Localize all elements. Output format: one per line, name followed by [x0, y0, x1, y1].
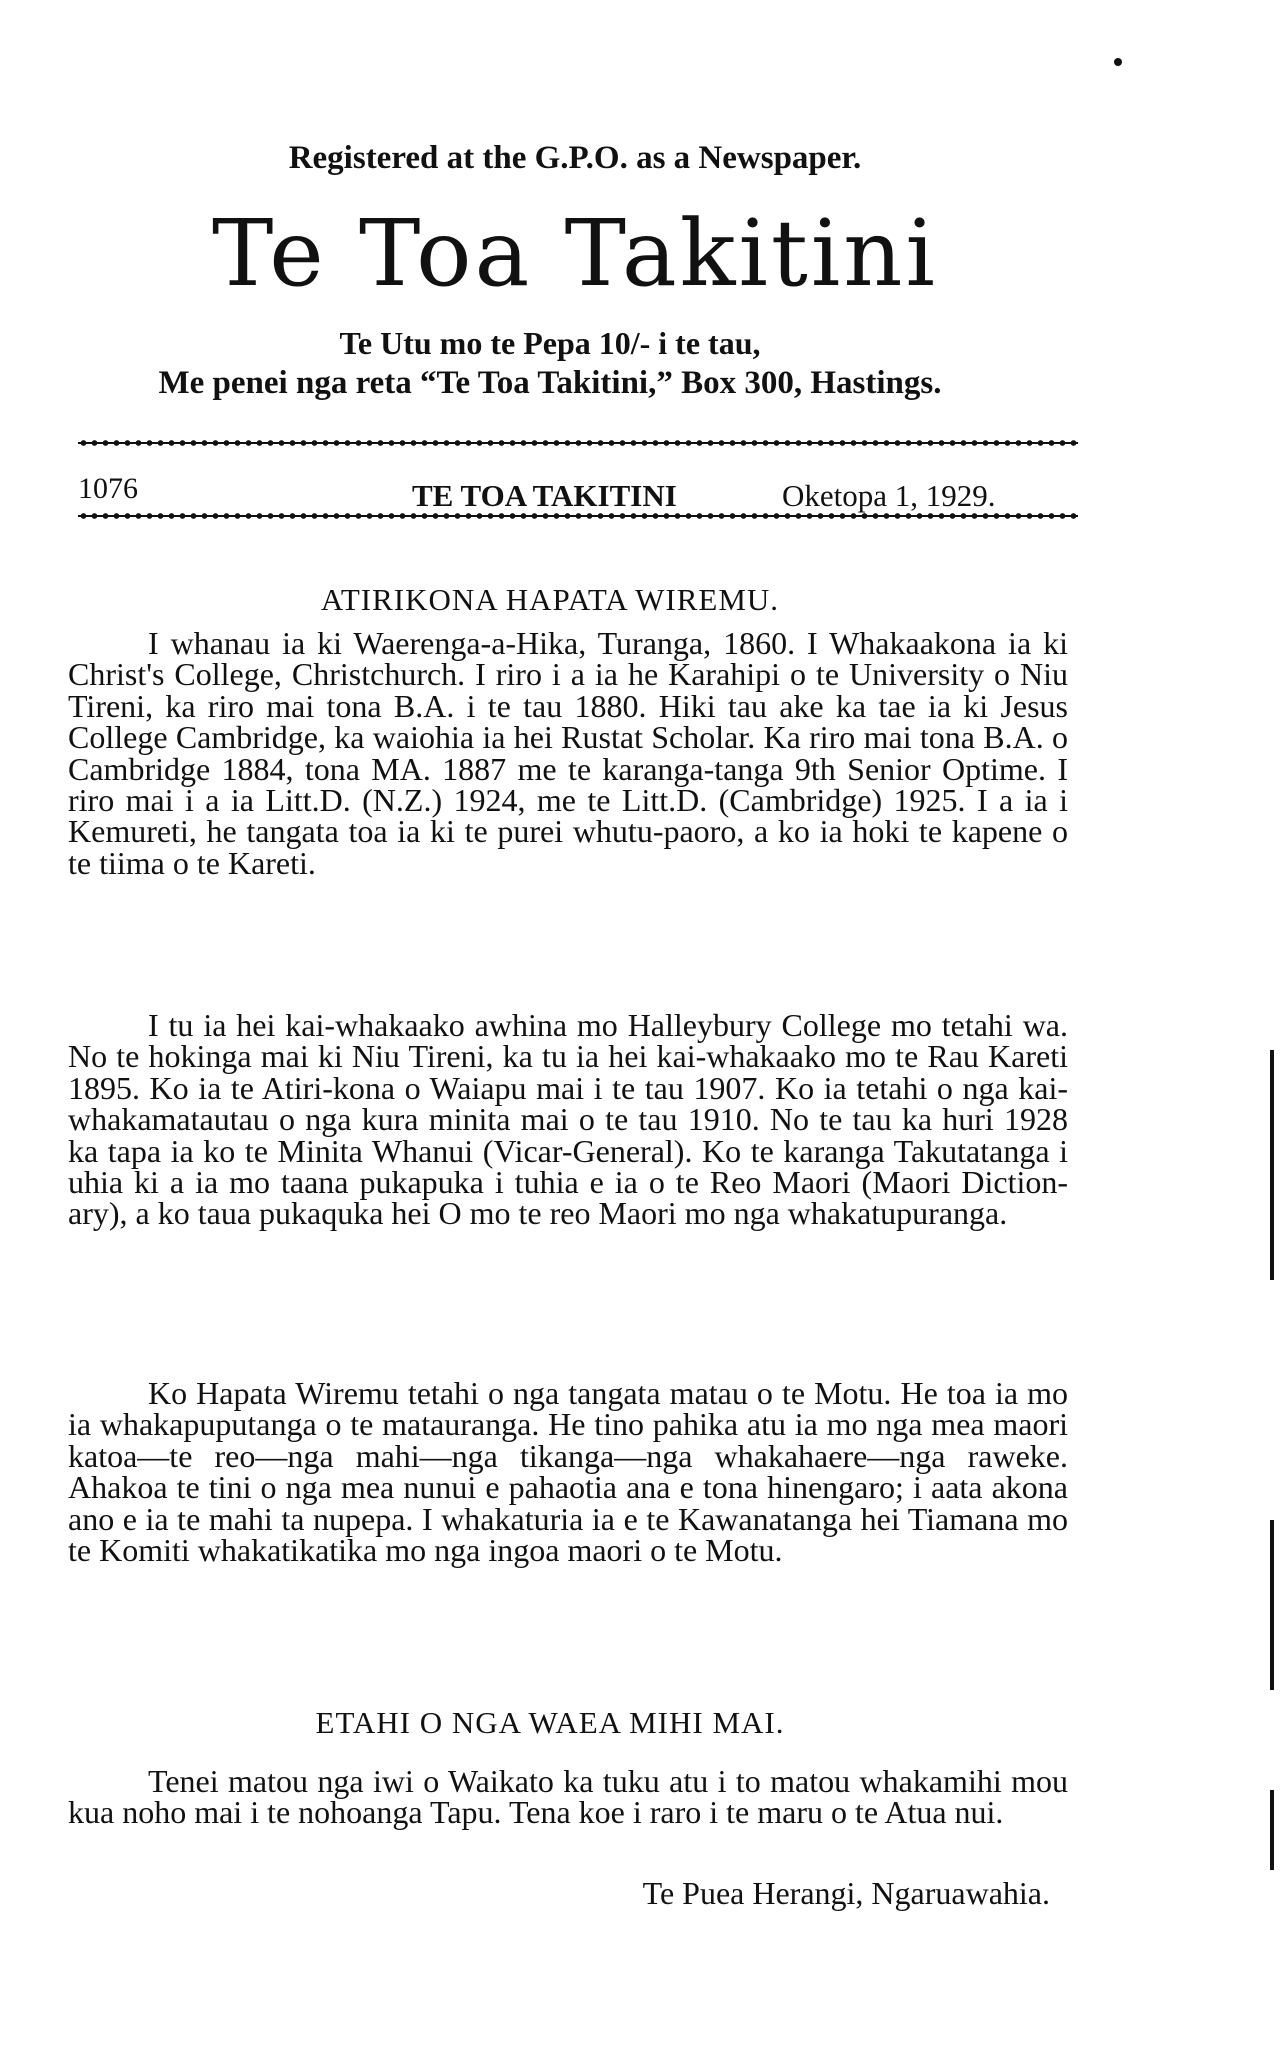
newspaper-title: Te Toa Takitini — [212, 200, 938, 307]
scan-edge-mark — [1270, 1790, 1274, 1870]
messages-heading: ETAHI O NGA WAEA MIHI MAI. — [315, 1705, 785, 1740]
article-paragraph: I tu ia hei kai-whakaako awhina mo Halleybury College mo tetahi wa. No te hokinga mai ki Niu Tireni, ka tu ia hei kai-whakaako mo te Rau Kareti 1895. Ko ia te Atiri-kona o Waiapu mai i te tau 1907. Ko ia tetahi o nga kai-whakamatautau o nga kura minita mai o te tau 1910. No te tau ka huri 1928 ka tapa ia ko te Minita Whanui (Vicar-General). Ko te karanga Takutatanga i uhia ki a ia mo taana pukapuka i tuhia e ia o te Reo Maori (Maori Diction-ary), a ko taua pukaquka hei O mo te reo Maori mo nga whakatupuranga. — [68, 1007, 1068, 1232]
article-paragraph: Ko Hapata Wiremu tetahi o nga tangata matau o te Motu. He toa ia mo ia whakapuputanga o te matauranga. He tino pahika atu ia mo nga mea maori katoa—te reo—nga mahi—nga tikanga—nga whakahaere—nga raweke. Ahakoa te tini o nga mea nunui e pahaotia ana e tona hinengaro; i aata akona ano e ia te mahi ta nupepa. I whakaturia ia e te Kawanatanga hei Tiamana mo te Komiti whakatikatika mo nga ingoa maori o te Motu. — [68, 1375, 1068, 1569]
message-paragraph: Tenei matou nga iwi o Waikato ka tuku atu i to matou whakamihi mou kua noho mai i te nohoanga Tapu. Tena koe i raro i te maru o te Atua nui. — [68, 1763, 1068, 1831]
scan-edge-mark — [1270, 1520, 1274, 1690]
article-heading: ATIRIKONA HAPATA WIREMU. — [320, 582, 780, 617]
decorative-rule-bottom — [78, 513, 1078, 519]
subscription-price: Te Utu mo te Pepa 10/- i te tau, — [339, 325, 761, 361]
decorative-rule-top — [78, 440, 1078, 446]
message-signature: Te Puea Herangi, Ngaruawahia. — [642, 1875, 1050, 1911]
scan-edge-mark — [1270, 1050, 1274, 1280]
mailing-address: Me penei nga reta “Te Toa Takitini,” Box 300, Hastings. — [158, 365, 942, 401]
running-header-title: TE TOA TAKITINI — [412, 478, 677, 513]
page-number: 1076 — [78, 472, 138, 505]
ink-speck — [1114, 58, 1122, 66]
article-paragraph: I whanau ia ki Waerenga-a-Hika, Turanga, 1860. I Whakaakona ia ki Christ's College, Christchurch. I riro i a ia he Karahipi o te University o Niu Tireni, ka riro mai tona B.A. i te tau 1880. Hiki tau ake ka tae ia ki Jesus College Cambridge, ka waiohia ia hei Rustat Scholar. Ka riro mai tona B.A. o Cambridge 1884, tona MA. 1887 me te karanga-tanga 9th Senior Optime. I riro mai i a ia Litt.D. (N.Z.) 1924, me te Litt.D. (Cambridge) 1925. I a ia i Kemureti, he tangata toa ia ki te purei whutu-paoro, a ko ia hoki te kapene o te tiima o te Kareti. — [68, 625, 1068, 881]
issue-date: Oketopa 1, 1929. — [782, 478, 996, 513]
registration-notice: Registered at the G.P.O. as a Newspaper. — [288, 140, 862, 176]
